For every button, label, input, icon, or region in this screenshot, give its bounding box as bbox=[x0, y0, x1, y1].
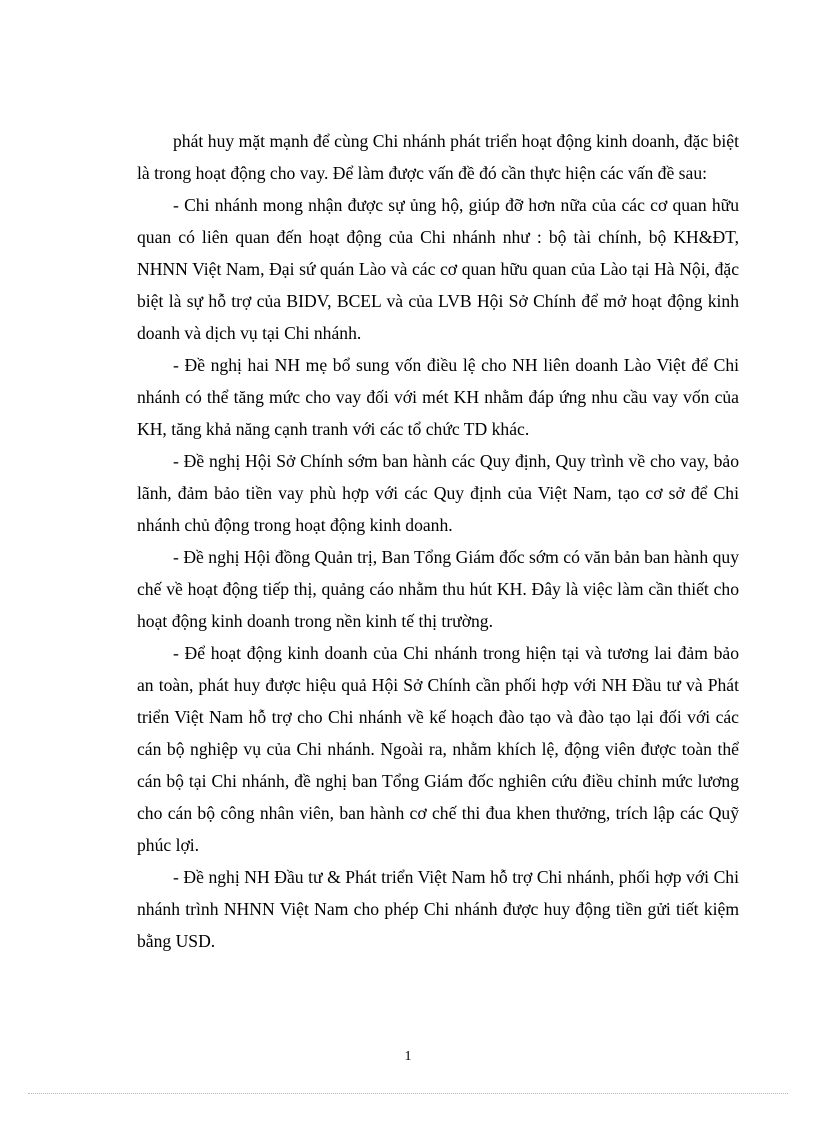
paragraph-capital-increase: - Đề nghị hai NH mẹ bổ sung vốn điều lệ cho NH liên doanh Lào Việt để Chi nhánh có thể tăng mức cho vay đối với mét KH nhằm đáp ứng nhu cầu vay vốn của KH, tăng khả năng cạnh tranh với các tổ chức TD khác. bbox=[137, 355, 739, 439]
paragraph-marketing-policy: - Đề nghị Hội đồng Quản trị, Ban Tổng Giám đốc sớm có văn bản ban hành quy chế về hoạt động tiếp thị, quảng cáo nhằm thu hút KH. Đây là việc làm cần thiết cho hoạt động kinh doanh trong nền kinh tế thị trường. bbox=[137, 547, 739, 631]
paragraph-lending-regulations: - Đề nghị Hội Sở Chính sớm ban hành các Quy định, Quy trình về cho vay, bảo lãnh, đảm bảo tiền vay phù hợp với các Quy định của Việt Nam, tạo cơ sở để Chi nhánh chủ động trong hoạt động kinh doanh. bbox=[137, 451, 739, 535]
page-number: 1 bbox=[404, 1049, 412, 1064]
paragraph-intro: phát huy mặt mạnh để cùng Chi nhánh phát triển hoạt động kinh doanh, đặc biệt là trong hoạt động cho vay. Để làm được vấn đề đó cần thực hiện các vấn đề sau: bbox=[137, 131, 739, 183]
footer-divider bbox=[28, 1093, 788, 1094]
document-body bbox=[137, 125, 739, 957]
paragraph-usd-deposits: - Đề nghị NH Đầu tư & Phát triển Việt Nam hỗ trợ Chi nhánh, phối hợp với Chi nhánh trình NHNN Việt Nam cho phép Chi nhánh được huy động tiền gửi tiết kiệm bằng USD. bbox=[137, 867, 739, 951]
paragraph-support-request: - Chi nhánh mong nhận được sự ủng hộ, giúp đỡ hơn nữa của các cơ quan hữu quan có liên quan đến hoạt động của Chi nhánh như : bộ tài chính, bộ KH&ĐT, NHNN Việt Nam, Đại sứ quán Lào và các cơ quan hữu quan của Lào tại Hà Nội, đặc biệt là sự hỗ trợ của BIDV, BCEL và của LVB Hội Sở Chính để mở hoạt động kinh doanh và dịch vụ tại Chi nhánh. bbox=[137, 195, 739, 343]
paragraph-training-and-salary: - Để hoạt động kinh doanh của Chi nhánh trong hiện tại và tương lai đảm bảo an toàn, phát huy được hiệu quả Hội Sở Chính cần phối hợp với NH Đầu tư và Phát triển Việt Nam hỗ trợ cho Chi nhánh về kế hoạch đào tạo và đào tạo lại đối với các cán bộ nghiệp vụ của Chi nhánh. Ngoài ra, nhằm khích lệ, động viên được toàn thể cán bộ tại Chi nhánh, đề nghị ban Tổng Giám đốc nghiên cứu điều chỉnh mức lương cho cán bộ công nhân viên, ban hành cơ chế thi đua khen thưởng, trích lập các Quỹ phúc lợi. bbox=[137, 643, 739, 855]
